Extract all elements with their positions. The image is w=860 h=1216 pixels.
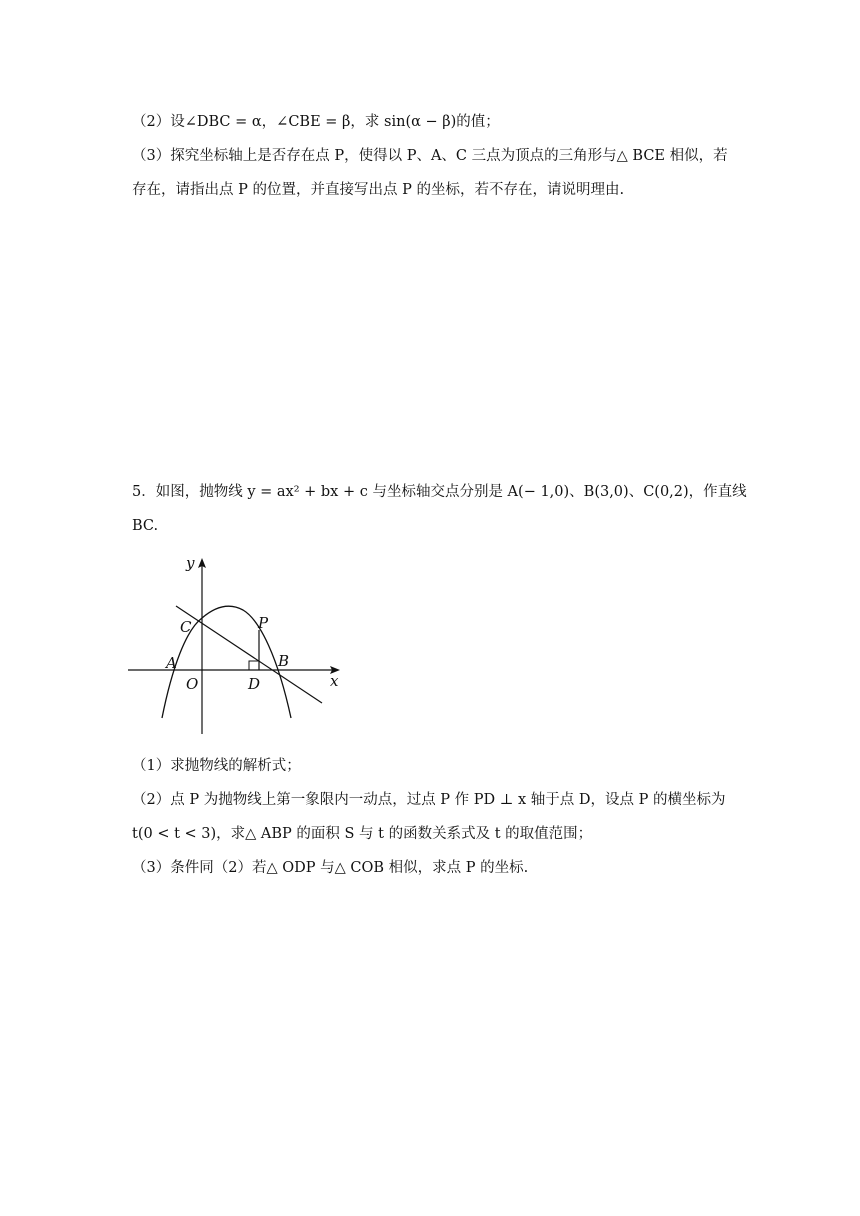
question-5-part-2-line-1: （2）点 P 为抛物线上第一象限内一动点，过点 P 作 PD ⊥ x 轴于点 D，设点 P 的横坐标为: [132, 792, 726, 808]
question-5-part-1: （1）求抛物线的解析式；: [132, 758, 301, 774]
label-y: y: [186, 554, 195, 572]
question-5-stem-line-2: BC.: [132, 518, 159, 534]
question-4-part-3-line-1: （3）探究坐标轴上是否存在点 P，使得以 P、A、C 三点为顶点的三角形与△ BCE 相似，若: [132, 148, 728, 164]
question-4-part-2: （2）设∠DBC = α，∠CBE = β，求 sin(α − β)的值；: [132, 114, 500, 130]
label-p: P: [258, 614, 269, 632]
question-5-stem-line-1: 5．如图，抛物线 y = ax² + bx + c 与坐标轴交点分别是 A(− 1,0)、B(3,0)、C(0,2)，作直线: [132, 484, 747, 500]
question-5-part-2-line-2: t(0 < t < 3)，求△ ABP 的面积 S 与 t 的函数关系式及 t 的取值范围；: [132, 826, 593, 842]
question-4-part-3-line-2: 存在，请指出点 P 的位置，并直接写出点 P 的坐标，若不存在，请说明理由.: [132, 182, 625, 198]
label-o: O: [186, 675, 199, 693]
label-a: A: [166, 654, 177, 672]
right-angle-mark: [249, 661, 259, 670]
label-x: x: [330, 672, 339, 690]
parabola-curve: [162, 566, 290, 718]
label-d: D: [248, 675, 261, 693]
label-b: B: [278, 652, 290, 670]
parabola-figure: [128, 548, 350, 738]
question-5-part-3: （3）条件同（2）若△ ODP 与△ COB 相似，求点 P 的坐标.: [132, 860, 529, 876]
label-c: C: [180, 618, 192, 636]
